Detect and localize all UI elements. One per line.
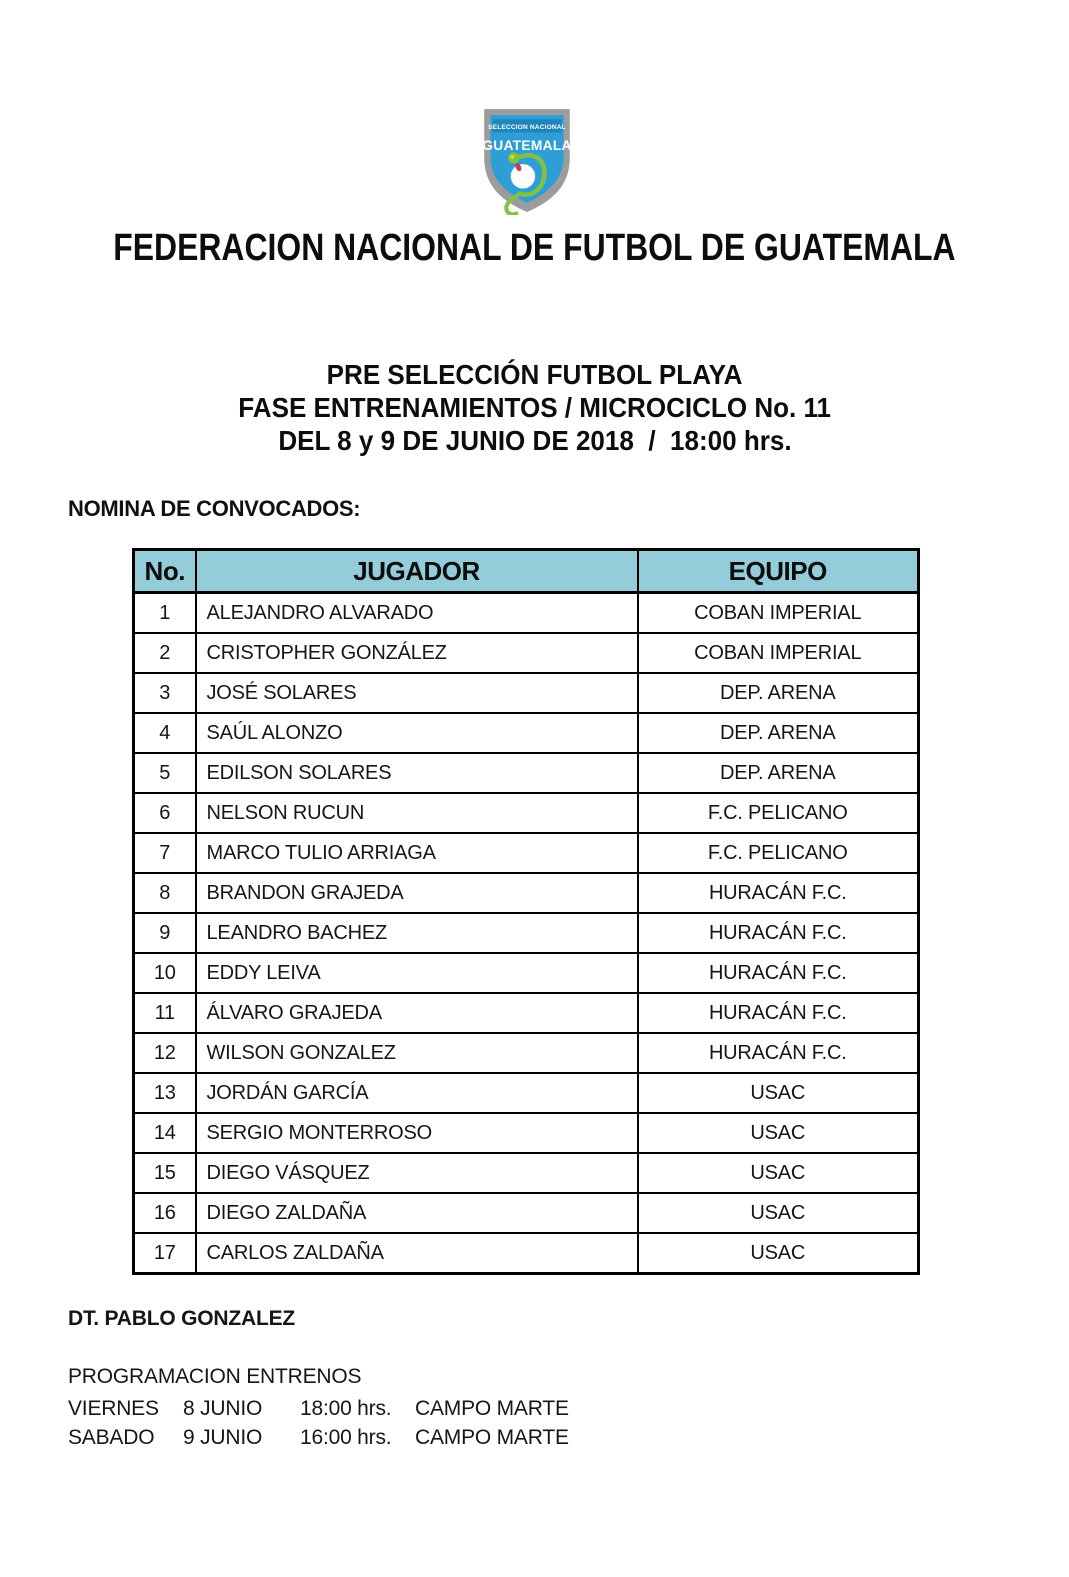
player-team-cell: DEP. ARENA bbox=[638, 753, 919, 793]
player-name-cell: ÁLVARO GRAJEDA bbox=[196, 993, 638, 1033]
program-title: PROGRAMACION ENTRENOS bbox=[68, 1365, 362, 1388]
schedule-venue: CAMPO MARTE bbox=[415, 1426, 569, 1449]
player-name-cell: DIEGO VÁSQUEZ bbox=[196, 1153, 638, 1193]
player-number-cell: 5 bbox=[134, 753, 196, 793]
player-team-cell: F.C. PELICANO bbox=[638, 833, 919, 873]
player-team-cell: HURACÁN F.C. bbox=[638, 873, 919, 913]
player-team-cell: DEP. ARENA bbox=[638, 713, 919, 753]
player-name-cell: SAÚL ALONZO bbox=[196, 713, 638, 753]
player-number-cell: 13 bbox=[134, 1073, 196, 1113]
player-name-cell: JORDÁN GARCÍA bbox=[196, 1073, 638, 1113]
player-team-cell: USAC bbox=[638, 1113, 919, 1153]
ball-icon bbox=[511, 164, 535, 188]
schedule-date: 8 JUNIO bbox=[183, 1397, 263, 1420]
table-row bbox=[134, 1113, 919, 1153]
player-team-cell: USAC bbox=[638, 1153, 919, 1193]
table-row bbox=[134, 1153, 919, 1193]
quetzal-eye-icon bbox=[510, 155, 514, 159]
coach-name: DT. PABLO GONZALEZ bbox=[68, 1307, 296, 1330]
player-number-cell: 6 bbox=[134, 793, 196, 833]
player-team-cell: F.C. PELICANO bbox=[638, 793, 919, 833]
player-number-cell: 11 bbox=[134, 993, 196, 1033]
col-header-player: JUGADOR bbox=[196, 550, 638, 593]
player-team-cell: DEP. ARENA bbox=[638, 673, 919, 713]
player-team-cell: HURACÁN F.C. bbox=[638, 993, 919, 1033]
player-team-cell: COBAN IMPERIAL bbox=[638, 633, 919, 673]
table-row bbox=[134, 1033, 919, 1073]
schedule-date: 9 JUNIO bbox=[183, 1426, 263, 1449]
table-row bbox=[134, 633, 919, 673]
table-row bbox=[134, 753, 919, 793]
player-team-cell: USAC bbox=[638, 1193, 919, 1233]
player-name-cell: LEANDRO BACHEZ bbox=[196, 913, 638, 953]
roster-label: NOMINA DE CONVOCADOS: bbox=[68, 496, 361, 521]
player-number-cell: 12 bbox=[134, 1033, 196, 1073]
player-number-cell: 10 bbox=[134, 953, 196, 993]
federation-logo bbox=[480, 105, 574, 215]
schedule-day: VIERNES bbox=[68, 1397, 159, 1420]
player-number-cell: 7 bbox=[134, 833, 196, 873]
player-number-cell: 9 bbox=[134, 913, 196, 953]
schedule-row bbox=[68, 1394, 569, 1423]
player-name-cell: EDILSON SOLARES bbox=[196, 753, 638, 793]
player-name-cell: ALEJANDRO ALVARADO bbox=[196, 593, 638, 634]
table-row bbox=[134, 1193, 919, 1233]
player-team-cell: HURACÁN F.C. bbox=[638, 1033, 919, 1073]
table-header-row bbox=[134, 550, 919, 593]
roster-table bbox=[132, 548, 920, 1275]
federation-title bbox=[0, 229, 1069, 267]
player-name-cell: WILSON GONZALEZ bbox=[196, 1033, 638, 1073]
player-number-cell: 17 bbox=[134, 1233, 196, 1274]
player-team-cell: HURACÁN F.C. bbox=[638, 913, 919, 953]
player-name-cell: CRISTOPHER GONZÁLEZ bbox=[196, 633, 638, 673]
player-team-cell: USAC bbox=[638, 1073, 919, 1113]
table-row bbox=[134, 593, 919, 634]
col-header-team: EQUIPO bbox=[638, 550, 919, 593]
player-team-cell: COBAN IMPERIAL bbox=[638, 593, 919, 634]
player-name-cell: EDDY LEIVA bbox=[196, 953, 638, 993]
player-name-cell: JOSÉ SOLARES bbox=[196, 673, 638, 713]
player-number-cell: 2 bbox=[134, 633, 196, 673]
player-name-cell: DIEGO ZALDAÑA bbox=[196, 1193, 638, 1233]
schedule-venue: CAMPO MARTE bbox=[415, 1397, 569, 1420]
event-line-2: FASE ENTRENAMIENTOS / MICROCICLO No. 11 bbox=[238, 392, 831, 423]
player-number-cell: 14 bbox=[134, 1113, 196, 1153]
schedule-time: 18:00 hrs. bbox=[300, 1397, 392, 1420]
training-schedule bbox=[68, 1394, 569, 1452]
table-row bbox=[134, 913, 919, 953]
schedule-day: SABADO bbox=[68, 1426, 155, 1449]
schedule-time: 16:00 hrs. bbox=[300, 1426, 392, 1449]
table-row bbox=[134, 793, 919, 833]
player-name-cell: SERGIO MONTERROSO bbox=[196, 1113, 638, 1153]
table-row bbox=[134, 873, 919, 913]
col-header-no: No. bbox=[134, 550, 196, 593]
player-team-cell: HURACÁN F.C. bbox=[638, 953, 919, 993]
player-number-cell: 1 bbox=[134, 593, 196, 634]
schedule-row bbox=[68, 1423, 569, 1452]
player-name-cell: CARLOS ZALDAÑA bbox=[196, 1233, 638, 1274]
table-row bbox=[134, 1233, 919, 1274]
player-number-cell: 3 bbox=[134, 673, 196, 713]
event-line-3: DEL 8 y 9 DE JUNIO DE 2018 / 18:00 hrs. bbox=[277, 425, 792, 456]
player-number-cell: 4 bbox=[134, 713, 196, 753]
event-line-1: PRE SELECCIÓN FUTBOL PLAYA bbox=[326, 359, 743, 390]
table-row bbox=[134, 713, 919, 753]
player-number-cell: 16 bbox=[134, 1193, 196, 1233]
player-name-cell: NELSON RUCUN bbox=[196, 793, 638, 833]
federation-title-text: FEDERACION NACIONAL DE FUTBOL DE GUATEMALA bbox=[113, 227, 956, 269]
event-title bbox=[0, 358, 1069, 457]
table-row bbox=[134, 673, 919, 713]
logo-band-text: SELECCION NACIONAL bbox=[488, 124, 566, 132]
table-row bbox=[134, 1073, 919, 1113]
table-row bbox=[134, 993, 919, 1033]
player-name-cell: BRANDON GRAJEDA bbox=[196, 873, 638, 913]
player-number-cell: 8 bbox=[134, 873, 196, 913]
logo-country-text: GUATEMALA bbox=[482, 137, 572, 153]
player-team-cell: USAC bbox=[638, 1233, 919, 1274]
table-row bbox=[134, 833, 919, 873]
player-name-cell: MARCO TULIO ARRIAGA bbox=[196, 833, 638, 873]
table-row bbox=[134, 953, 919, 993]
player-number-cell: 15 bbox=[134, 1153, 196, 1193]
